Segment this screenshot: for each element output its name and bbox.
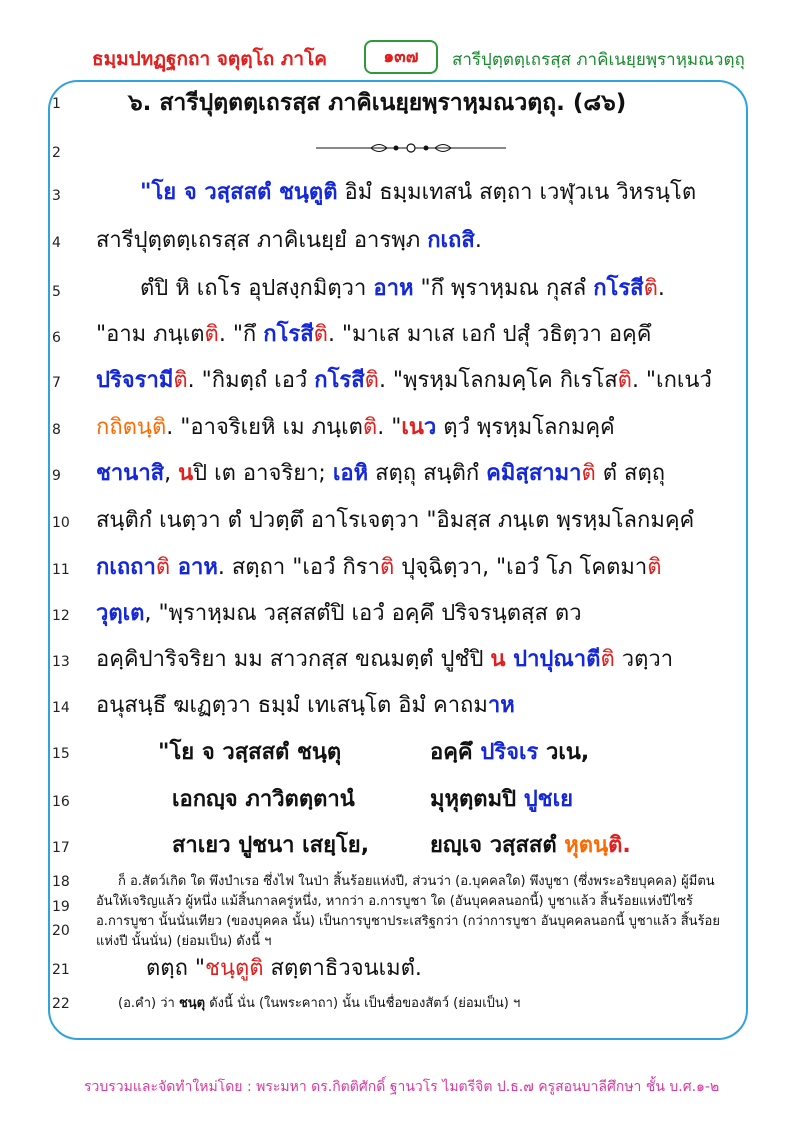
text-span: สตฺถุ สนฺติกํ bbox=[368, 461, 487, 486]
particle: ติ. bbox=[608, 833, 631, 858]
verse-line-17 bbox=[172, 831, 712, 861]
text-span: . สตฺถา "เอวํ กิรา bbox=[217, 555, 380, 580]
text-span: อิมํ ธมฺมเทสนํ สตฺถา เวฬุวเน วิหรนฺโต bbox=[337, 180, 697, 205]
line-number: 8 bbox=[52, 422, 61, 438]
text-span: ปุจฺฉิตฺวา, "เอวํ โภ โคตมา bbox=[394, 555, 648, 580]
text-span: อนุสนฺธึ ฆเฏตฺวา ธมฺมํ เทเสนฺโต อิมํ คาถม bbox=[96, 693, 488, 718]
text-span: อคฺคึ bbox=[430, 740, 481, 765]
line-number: 18 bbox=[52, 874, 70, 890]
translation-note: ก็ อ.สัตว์เกิด ใด พึงบำเรอ ซึ่งไฟ ในป่า สิ้นร้อยแห่งปี, ส่วนว่า (อ.บุคคลใด) พึงบูชา (ซึ่งพระอริยบุคคล) ผู้มีตนอันให้เจริญแล้ว ผู้หนึ่ง แม้สิ้นกาลครู่หนึ่ง, หากว่า อ.การบูชา ใด (อันบุคคลนอกนี้) บูชาแล้ว สิ้นร้อยแห่งปีไซร้ อ.การบูชา นั้นนั่นเทียว (ของบุคคล นั้น) เป็นการบูชาประเสริฐกว่า (กว่าการบูชา อันบุคคลนอกนี้ บูชาแล้ว สิ้นร้อยแห่งปี นั้นนั่น) (ย่อมเป็น) ดังนี้ ฯ bbox=[96, 874, 720, 949]
text-line-6 bbox=[96, 320, 722, 350]
text-span: . "มาเส มาเส เอกํ ปสุํ วธิตฺวา อคฺคึ bbox=[327, 322, 652, 347]
text-line-9 bbox=[96, 459, 722, 489]
text-span: ตํ สตฺถุ bbox=[595, 461, 666, 486]
text-span: , "พฺราหฺมณ วสฺสสตํปิ เอวํ อคฺคึ ปริจรนฺตสฺส ตว bbox=[144, 601, 582, 626]
line-number: 15 bbox=[52, 746, 70, 762]
line-number: 11 bbox=[52, 562, 70, 578]
particle: ติ bbox=[379, 555, 395, 580]
particle: ติ bbox=[617, 368, 632, 393]
text-line-11 bbox=[96, 553, 722, 583]
line-number: 6 bbox=[52, 330, 61, 346]
line-number: 16 bbox=[52, 794, 70, 810]
line-number: 4 bbox=[52, 235, 61, 251]
header-story-title: สารีปุตฺตตฺเถรสฺส ภาคิเนยฺยพฺราหฺมณวตฺถุ bbox=[452, 50, 745, 70]
text-span: (อ.คำ) ว่า bbox=[118, 996, 179, 1011]
keyword: ปริจรามี bbox=[96, 368, 174, 393]
line-number: 13 bbox=[52, 654, 70, 670]
keyword: ว bbox=[423, 415, 437, 440]
verse-line-16 bbox=[172, 785, 712, 815]
keyword: ชนฺตุ bbox=[178, 996, 206, 1011]
keyword: กเถสิ bbox=[427, 228, 475, 253]
text-span: อคฺคิปาริจริยา มม สาวกสฺส ขณมตฺตํ ปูชํปิ bbox=[96, 647, 491, 672]
particle: ติ bbox=[155, 555, 171, 580]
keyword: าห bbox=[487, 693, 515, 718]
text-span: สารีปุตฺตตฺเถรสฺส ภาคิเนยฺยํ อารพฺภ bbox=[96, 228, 428, 253]
text-span: สตฺตาธิวจนเมตํ. bbox=[263, 956, 422, 981]
text-line-14 bbox=[96, 691, 722, 721]
text-span: "อาม ภนฺเต bbox=[96, 322, 205, 347]
particle: ชนฺตูติ bbox=[205, 956, 264, 981]
text-line-5 bbox=[140, 274, 722, 304]
line-number: 10 bbox=[52, 515, 70, 531]
keyword: วุตฺเต bbox=[96, 601, 145, 626]
translation-note-22 bbox=[118, 994, 718, 1014]
text-span: . "อาจริเยหิ เม ภนฺเต bbox=[166, 415, 363, 440]
keyword: กโรสี bbox=[314, 368, 365, 393]
particle: ติ bbox=[364, 368, 379, 393]
particle: น bbox=[490, 647, 506, 672]
particle: เน bbox=[401, 415, 424, 440]
line-number: 21 bbox=[52, 962, 70, 978]
particle: ติ bbox=[362, 415, 378, 440]
verse-line-15 bbox=[158, 738, 718, 768]
keyword: อาห bbox=[373, 276, 414, 301]
text-line-13 bbox=[96, 645, 722, 675]
divider-ornament bbox=[316, 140, 506, 156]
footer-credit: รวบรวมและจัดทำใหม่โดย : พระมหา ดร.กิตติศักดิ์ ฐานวโร ไมตรีจิต ป.ธ.๗ ครูสอนบาลีศึกษา ชั้น บ.ศ.๑-๒ bbox=[84, 1079, 720, 1095]
keyword: กโรสี bbox=[263, 322, 314, 347]
verse-cite: "โย จ วสฺสสตํ ชนฺตูติ bbox=[140, 180, 338, 205]
text-span: . bbox=[657, 276, 665, 301]
keyword: หุตนฺ bbox=[564, 833, 609, 858]
particle: ติ bbox=[643, 276, 658, 301]
text-line-4 bbox=[96, 226, 722, 256]
text-line-12 bbox=[96, 599, 722, 629]
line-number: 9 bbox=[52, 468, 61, 484]
line-number: 14 bbox=[52, 700, 70, 716]
text-span: มุหุตฺตมปิ bbox=[430, 787, 524, 812]
text-span: ดังนี้ นั่น (ในพระคาถา) นั้น เป็นชื่อของสัตว์ (ย่อมเป็น) ฯ bbox=[205, 996, 521, 1011]
line-number: 17 bbox=[52, 840, 70, 856]
line-number: 12 bbox=[52, 608, 70, 624]
line-number: 5 bbox=[52, 284, 61, 300]
keyword: กถิตนฺติ bbox=[96, 415, 167, 440]
line-number: 19 bbox=[52, 899, 70, 915]
text-span: . "เกเนวํ bbox=[631, 368, 712, 393]
text-span: วเน, bbox=[538, 740, 590, 765]
text-span: ยญฺเจ วสฺสสตํ bbox=[430, 833, 565, 858]
keyword: ปาปุณาตี bbox=[505, 647, 601, 672]
keyword: อาห bbox=[170, 555, 218, 580]
text-span: ปิ เต อาจริยา; bbox=[193, 461, 333, 486]
keyword: ปริจเร bbox=[480, 740, 539, 765]
particle: ติ bbox=[313, 322, 328, 347]
text-line-10: สนฺติกํ เนตฺวา ตํ ปวตฺตึ อาโรเจตฺวา "อิมสฺส ภนฺเต พฺรหฺมโลกมคฺคํ bbox=[96, 508, 695, 533]
keyword: ชานาสิ bbox=[96, 461, 165, 486]
text-span: วตฺวา bbox=[614, 647, 674, 672]
text-span: , bbox=[164, 461, 179, 486]
particle: ติ bbox=[600, 647, 615, 672]
text-line-8 bbox=[96, 413, 722, 443]
verse-half: เอกญฺจ ภาวิตตฺตานํ bbox=[172, 787, 355, 812]
text-span: . bbox=[474, 228, 482, 253]
particle: ติ bbox=[581, 461, 596, 486]
verse-half: สาเยว ปูชนา เสยฺโย, bbox=[172, 833, 370, 858]
particle: ติ bbox=[173, 368, 188, 393]
keyword: กเถถา bbox=[96, 555, 156, 580]
text-span: "กึ พฺราหฺมณ กุสลํ bbox=[413, 276, 594, 301]
text-line-3 bbox=[140, 178, 722, 208]
line-number: 20 bbox=[52, 923, 70, 939]
keyword: ปูชเย bbox=[523, 787, 574, 812]
text-span: ตตฺถ " bbox=[146, 956, 206, 981]
keyword: คมิสฺสามา bbox=[486, 461, 582, 486]
particle: ติ bbox=[204, 322, 219, 347]
line-number: 3 bbox=[52, 188, 61, 204]
verse-half: "โย จ วสฺสสตํ ชนฺตุ bbox=[158, 740, 342, 765]
keyword: กโรสี bbox=[593, 276, 644, 301]
text-span: . " bbox=[377, 415, 402, 440]
line-number: 2 bbox=[52, 145, 61, 161]
line-number: 22 bbox=[52, 996, 70, 1012]
text-span: ตํปิ หิ เถโร อุปสงฺกมิตฺวา bbox=[140, 276, 374, 301]
keyword: เอหิ bbox=[332, 461, 369, 486]
text-span: . "กิมตฺถํ เอวํ bbox=[187, 368, 315, 393]
text-span: ตฺวํ พฺรหฺมโลกมคฺคํ bbox=[436, 415, 615, 440]
line-number: 1 bbox=[52, 96, 61, 112]
line-number: 7 bbox=[52, 375, 61, 391]
text-span: . "พฺรหฺมโลกมคฺโค กิเรโส bbox=[378, 368, 618, 393]
particle: ติ bbox=[647, 555, 662, 580]
text-line-21 bbox=[146, 954, 722, 984]
header-book-title: ธมฺมปทฏฺฐกถา จตุตฺโถ ภาโค bbox=[92, 48, 328, 70]
page-number: ๑๓๗ bbox=[364, 40, 438, 74]
text-span: . "กึ bbox=[218, 322, 264, 347]
story-title: ๖. สารีปุตฺตตฺเถรสฺส ภาคิเนยฺยพฺราหฺมณวตฺถุ. (๘๖) bbox=[128, 90, 627, 116]
particle: น bbox=[178, 461, 194, 486]
text-line-7 bbox=[96, 366, 722, 396]
